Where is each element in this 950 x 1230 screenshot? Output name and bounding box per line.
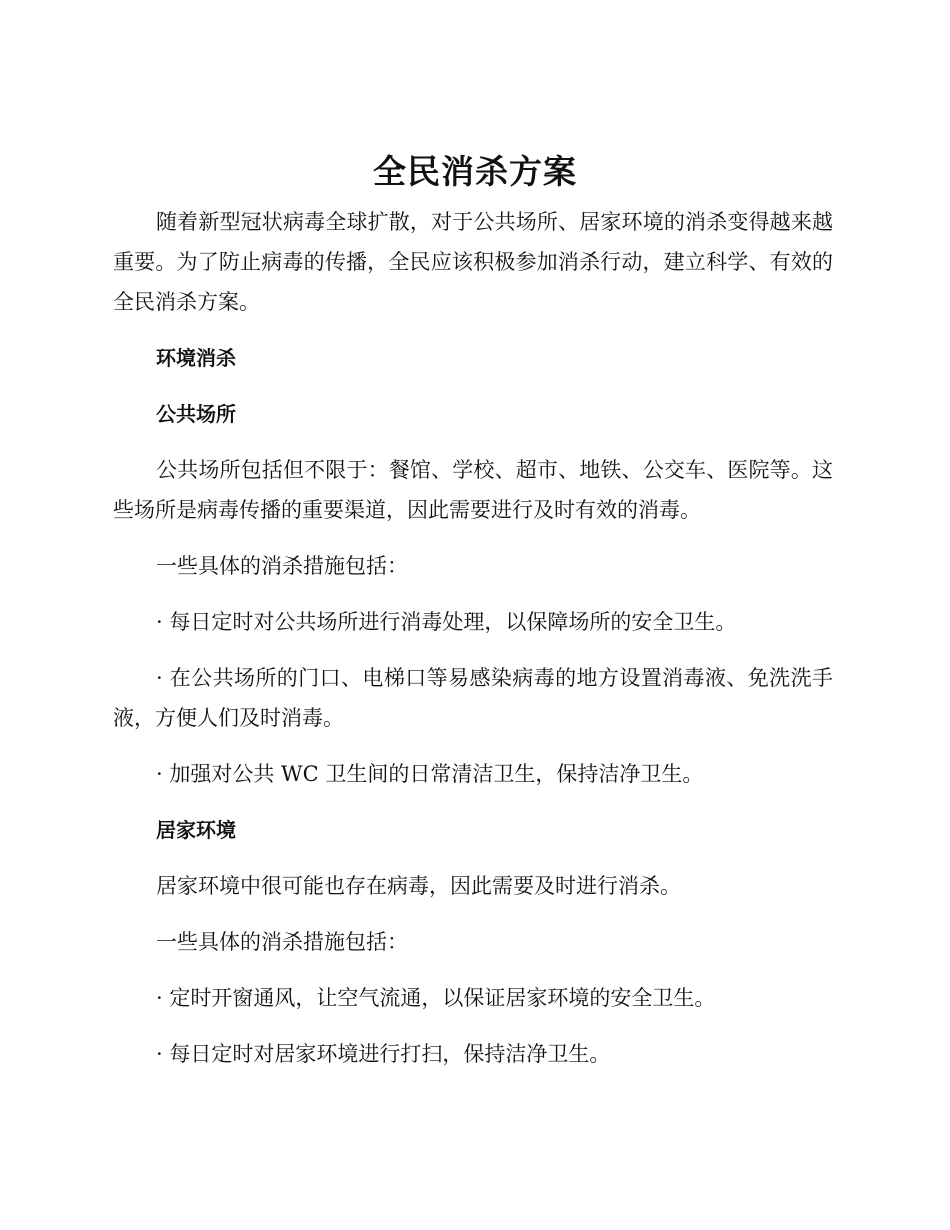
home-paragraph: 居家环境中很可能也存在病毒，因此需要及时进行消杀。 [156, 874, 681, 898]
intro-paragraph: 随着新型冠状病毒全球扩散，对于公共场所、居家环境的消杀变得越来越重要。为了防止病毒的传播，全民应该积极参加消杀行动，建立科学、有效的全民消杀方案。 [113, 210, 833, 314]
list-item: · 定时开窗通风，让空气流通，以保证居家环境的安全卫生。 [156, 986, 716, 1010]
document-title: 全民消杀方案 [373, 152, 577, 191]
section-heading-environment: 环境消杀 [156, 346, 236, 370]
public-measures-intro: 一些具体的消杀措施包括： [156, 554, 408, 578]
list-item: · 在公共场所的门口、电梯口等易感染病毒的地方设置消毒液、免洗洗手液，方便人们及时消毒。 [113, 666, 833, 730]
public-paragraph: 公共场所包括但不限于：餐馆、学校、超市、地铁、公交车、医院等。这些场所是病毒传播的重要渠道，因此需要进行及时有效的消毒。 [113, 458, 833, 522]
section-heading-public: 公共场所 [156, 402, 236, 426]
list-item: · 每日定时对居家环境进行打扫，保持洁净卫生。 [156, 1042, 611, 1066]
document-body [113, 202, 833, 1074]
list-item: · 每日定时对公共场所进行消毒处理，以保障场所的安全卫生。 [156, 610, 737, 634]
list-item: · 加强对公共 WC 卫生间的日常清洁卫生，保持洁净卫生。 [156, 762, 704, 786]
home-measures-intro: 一些具体的消杀措施包括： [156, 930, 408, 954]
section-heading-home: 居家环境 [156, 818, 236, 842]
